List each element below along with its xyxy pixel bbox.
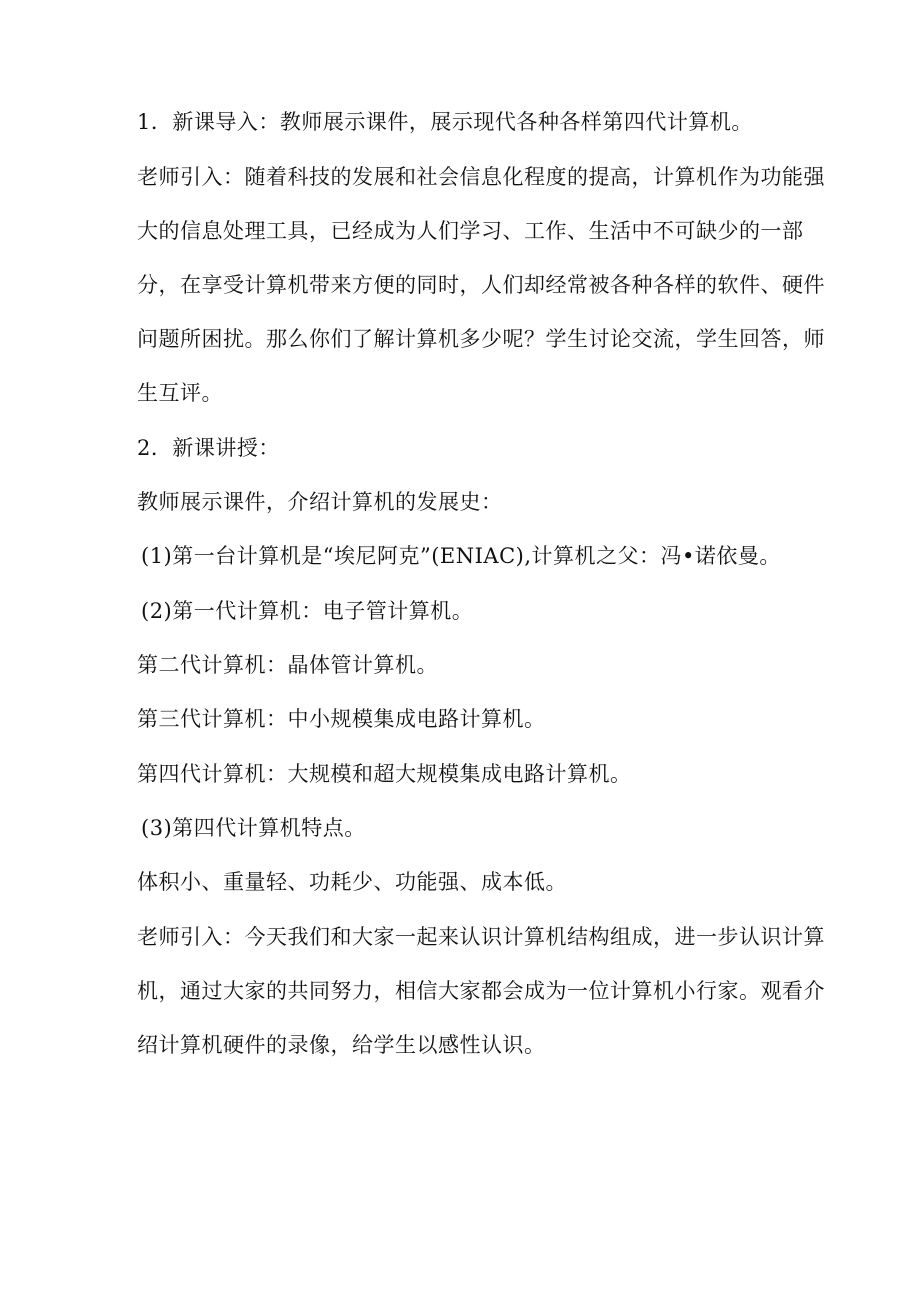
intro-paragraph-2-line-3: 绍计算机硬件的录像，给学生以感性认识。 [137,1033,546,1057]
generation-4: 第四代计算机：大规模和超大规模集成电路计算机。 [137,762,632,786]
intro-paragraph-1-line-4: 问题所困扰。那么你们了解计算机多少呢？学生讨论交流，学生回答，师 [137,327,825,351]
section-2-heading: 2．新课讲授： [137,436,280,460]
list-item-1: (1)第一台计算机是“埃尼阿克”(ENIAC),计算机之父：冯•诺依曼。 [141,544,781,568]
intro-paragraph-2-line-2: 机，通过大家的共同努力，相信大家都会成为一位计算机小行家。观看介 [137,979,825,1003]
section-1-heading: 1．新课导入：教师展示课件，展示现代各种各样第四代计算机。 [137,110,753,134]
list-item-3: (3)第四代计算机特点。 [141,816,366,840]
generation-2: 第二代计算机：晶体管计算机。 [137,653,438,677]
intro-paragraph-1-line-1: 老师引入：随着科技的发展和社会信息化程度的提高，计算机作为功能强 [137,165,825,189]
intro-paragraph-2-line-1: 老师引入：今天我们和大家一起来认识计算机结构组成，进一步认识计算 [137,925,825,949]
teacher-intro: 教师展示课件，介绍计算机的发展史： [137,490,503,514]
intro-paragraph-1-line-2: 大的信息处理工具，已经成为人们学习、工作、生活中不可缺少的一部 [137,219,804,243]
features-line: 体积小、重量轻、功耗少、功能强、成本低。 [137,870,567,894]
list-item-2: (2)第一代计算机：电子管计算机。 [141,599,474,623]
intro-paragraph-1-line-3: 分，在享受计算机带来方便的同时，人们却经常被各种各样的软件、硬件 [137,273,825,297]
generation-3: 第三代计算机：中小规模集成电路计算机。 [137,707,546,731]
intro-paragraph-1-line-5: 生互评。 [137,381,223,405]
